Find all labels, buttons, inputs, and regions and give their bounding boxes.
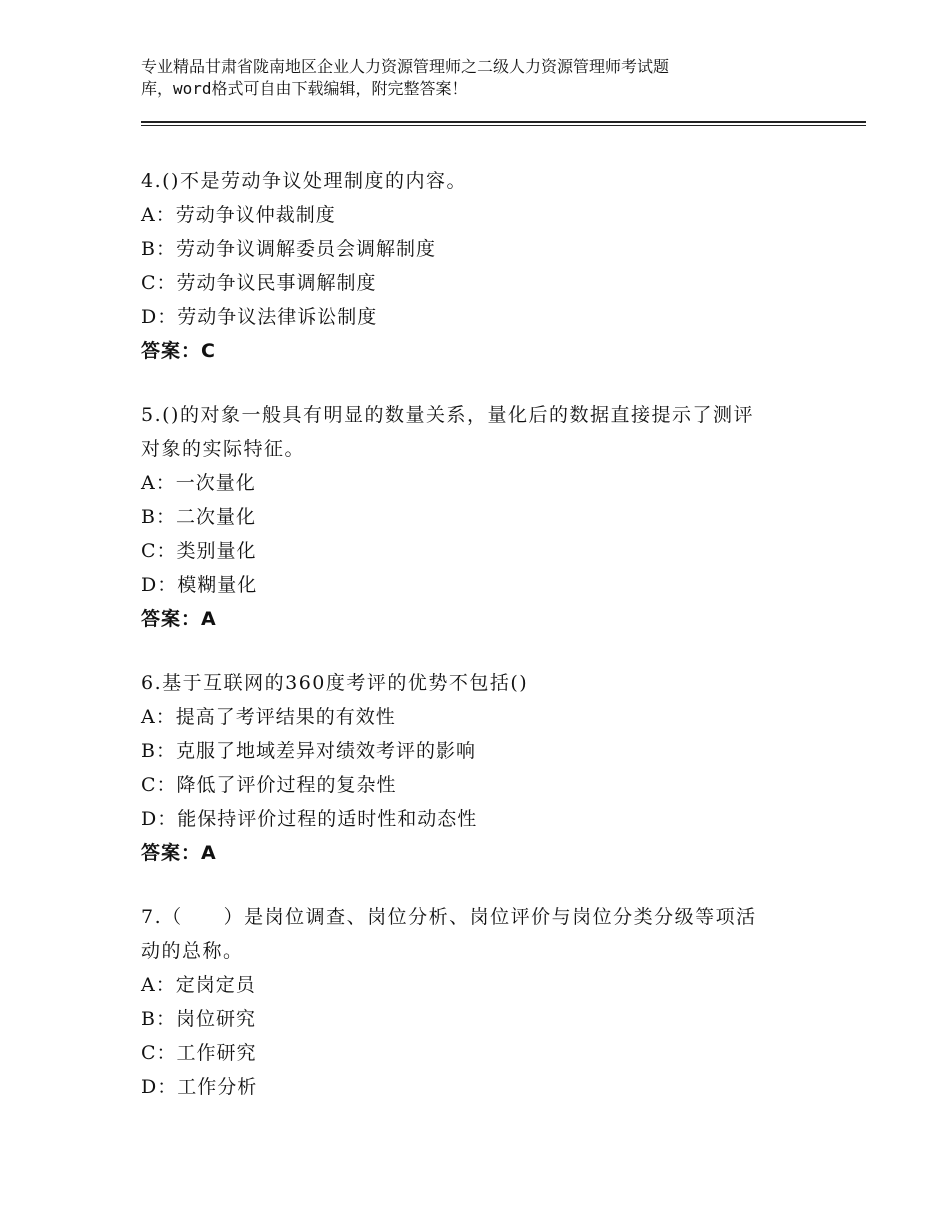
option-d: D：模糊量化 [141,574,258,596]
question-block [141,666,841,870]
question-gap [141,636,841,666]
question-block [141,398,841,636]
question-stem-line: 6.基于互联网的360度考评的优势不包括() [141,672,529,694]
question-stem-line: 5.()的对象一般具有明显的数量关系，量化后的数据直接提示了测评 [141,404,754,426]
header-line-1: 专业精品甘肃省陇南地区企业人力资源管理师之二级人力资源管理师考试题 [141,57,670,76]
option-a: A：提高了考评结果的有效性 [141,706,396,728]
question-stem-line: 对象的实际特征。 [141,438,306,460]
question-stem [141,900,841,968]
question-block [141,164,841,368]
option-a: A：定岗定员 [141,974,256,996]
option-d: D：能保持评价过程的适时性和动态性 [141,808,478,830]
question-stem-line: 7.（ ）是岗位调查、岗位分析、岗位评价与岗位分类分级等项活 [141,906,757,928]
question-stem [141,398,841,466]
question-stem-line: 动的总称。 [141,940,244,962]
option-b: B：岗位研究 [141,1008,256,1030]
header-divider-thin [141,125,866,126]
question-gap [141,368,841,398]
option-d: D：劳动争议法律诉讼制度 [141,306,378,328]
option-a: A：劳动争议仲裁制度 [141,204,336,226]
answer-line: 答案：A [141,842,217,864]
option-b: B：劳动争议调解委员会调解制度 [141,238,436,260]
option-b: B：二次量化 [141,506,256,528]
option-c: C：类别量化 [141,540,257,562]
option-c: C：工作研究 [141,1042,257,1064]
option-a: A：一次量化 [141,472,256,494]
question-gap [141,870,841,900]
header-divider-thick [141,121,866,123]
option-c: C：降低了评价过程的复杂性 [141,774,397,796]
answer-line: 答案：A [141,608,217,630]
question-stem [141,666,841,700]
question-list [141,164,841,1104]
question-stem [141,164,841,198]
option-b: B：克服了地域差异对绩效考评的影响 [141,740,476,762]
document-header [141,56,841,100]
answer-line: 答案：C [141,340,216,362]
option-c: C：劳动争议民事调解制度 [141,272,377,294]
question-block [141,900,841,1104]
question-stem-line: 4.()不是劳动争议处理制度的内容。 [141,170,467,192]
option-d: D：工作分析 [141,1076,258,1098]
header-line-2: 库，word格式可自由下载编辑，附完整答案！ [141,79,468,98]
